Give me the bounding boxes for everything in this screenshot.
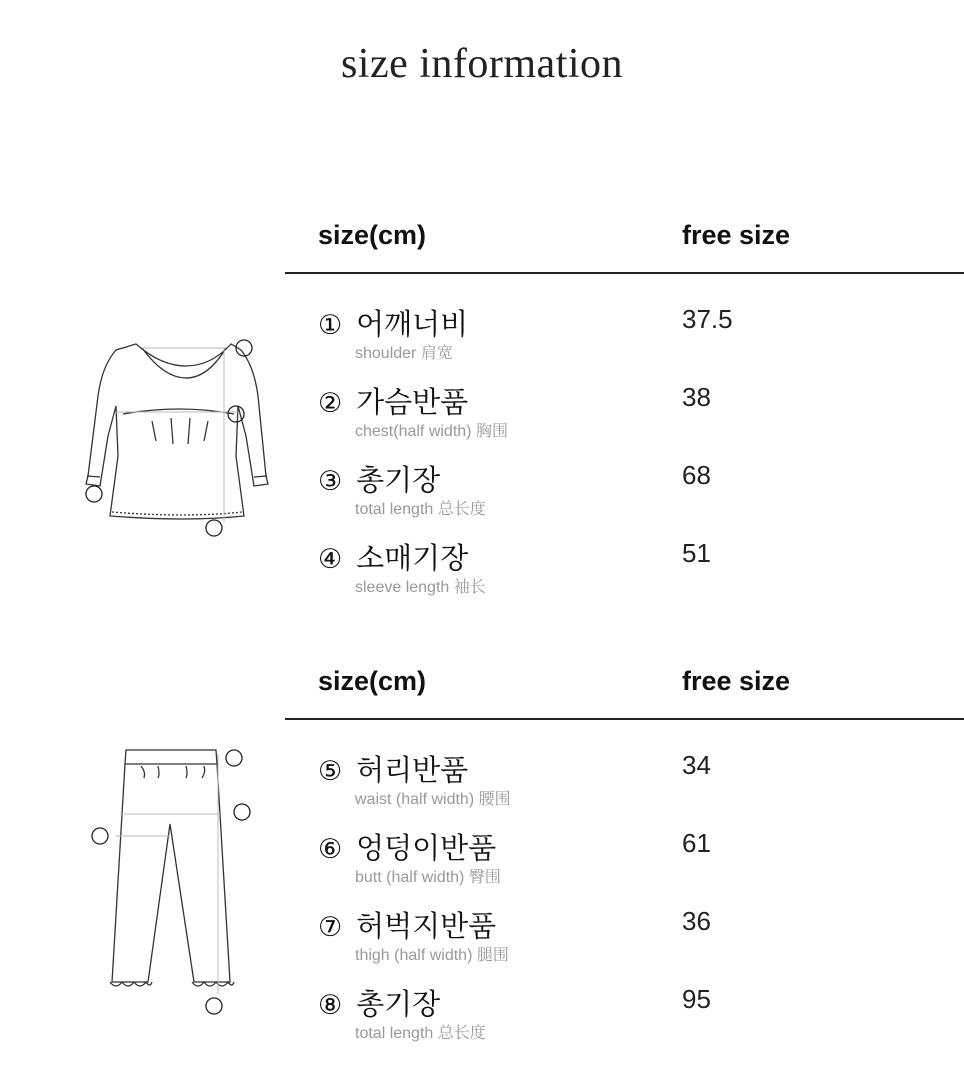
header-free-size-label: free size	[682, 220, 791, 250]
header-size-label: size(cm)	[318, 220, 427, 250]
row-name: 총기장	[356, 989, 441, 1021]
header-divider	[285, 718, 964, 720]
header-size-label: size(cm)	[318, 666, 427, 696]
row-subtitle: waist (half width) 腰围	[355, 791, 511, 808]
row-label	[318, 380, 468, 421]
row-subtitle: total length 总长度	[355, 501, 486, 518]
row-label	[318, 536, 468, 577]
row-subtitle: butt (half width) 臀围	[355, 869, 501, 886]
row-label	[318, 458, 440, 499]
table-header	[0, 664, 964, 722]
row-label	[318, 748, 468, 789]
row-value: 38	[682, 382, 711, 412]
header-divider	[285, 272, 964, 274]
table-row	[0, 982, 964, 1060]
table-rows	[0, 302, 964, 614]
row-name: 가슴반품	[356, 387, 469, 419]
row-value: 51	[682, 538, 711, 568]
row-number: ①	[318, 310, 343, 340]
row-subtitle: total length 总长度	[355, 1025, 486, 1042]
row-value: 36	[682, 906, 711, 936]
row-label	[318, 302, 468, 343]
table-row	[0, 458, 964, 536]
row-subtitle: chest(half width) 胸围	[355, 423, 508, 440]
row-name: 소매기장	[356, 543, 469, 575]
row-subtitle: shoulder 肩宽	[355, 345, 453, 362]
row-value: 68	[682, 460, 711, 490]
row-value: 34	[682, 750, 711, 780]
header-free-size-label: free size	[682, 666, 791, 696]
row-label	[318, 904, 496, 945]
row-subtitle: sleeve length 袖长	[355, 579, 486, 596]
row-number: ⑥	[318, 834, 343, 864]
table-row	[0, 536, 964, 614]
table-header	[0, 218, 964, 276]
row-name: 엉덩이반품	[356, 833, 497, 865]
row-number: ④	[318, 544, 343, 574]
row-number: ⑧	[318, 990, 343, 1020]
table-row	[0, 380, 964, 458]
row-subtitle: thigh (half width) 腿围	[355, 947, 509, 964]
row-name: 어깨너비	[356, 309, 469, 341]
top-size-table	[0, 218, 964, 596]
row-name: 총기장	[356, 465, 441, 497]
page-title: size information	[340, 41, 624, 87]
table-row	[0, 904, 964, 982]
row-number: ②	[318, 388, 343, 418]
table-row	[0, 748, 964, 826]
table-row	[0, 826, 964, 904]
table-rows	[0, 748, 964, 1060]
row-value: 61	[682, 828, 711, 858]
row-label	[318, 826, 496, 867]
row-number: ⑤	[318, 756, 343, 786]
row-number: ③	[318, 466, 343, 496]
row-value: 37.5	[682, 304, 733, 334]
row-value: 95	[682, 984, 711, 1014]
table-row	[0, 302, 964, 380]
row-name: 허리반품	[356, 755, 469, 787]
row-label	[318, 982, 440, 1023]
row-number: ⑦	[318, 912, 343, 942]
bottom-size-table	[0, 664, 964, 1042]
row-name: 허벅지반품	[356, 911, 497, 943]
